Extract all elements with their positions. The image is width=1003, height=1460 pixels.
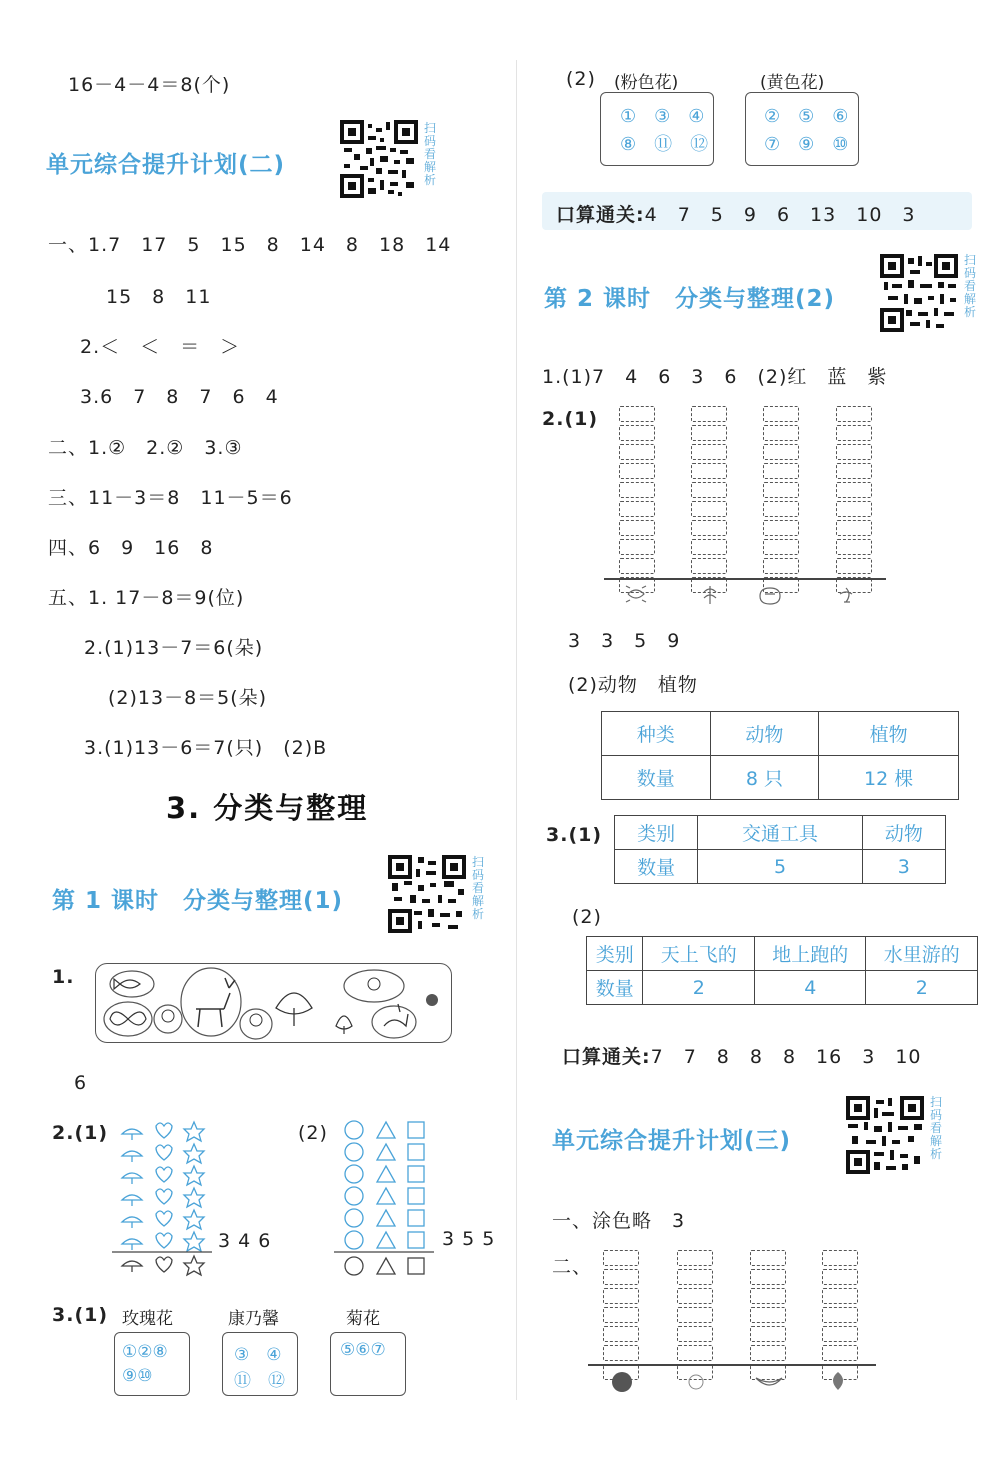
rose-numbers-1: ①②⑧ [122,1342,168,1362]
lesson2-q2-2: (2)动物 植物 [568,674,698,696]
unit3-chart-baseline [588,1364,876,1366]
lesson1-q2-1-answer: 3 4 6 [218,1230,272,1252]
apple-icon [689,1375,703,1389]
oral-calc-2-values: 7 7 8 8 8 16 3 10 [650,1046,922,1068]
rose-numbers-2: ⑨⑩ [122,1366,153,1386]
table1-animal-count: 8 只 [710,756,819,800]
table3-fly-count: 2 [643,971,755,1005]
chapter-title: 3. 分类与整理 [166,791,369,825]
flower-chrysanthemum-label: 菊花 [346,1309,380,1329]
section2: 二、1.② 2.② 3.③ [48,437,243,459]
table1-header-plant: 植物 [819,712,959,756]
plant-icon [704,586,716,604]
lesson1-q2-label: 2.(1) [52,1122,109,1144]
qr-code-icon[interactable] [846,1096,924,1174]
pink-flower-label: (粉色花) [614,73,679,93]
carnation-numbers-1: ③ ④ [234,1345,282,1365]
oral-calc-2 [562,1042,922,1069]
section5-q2-2: (2)13－8＝5(朵) [108,687,268,709]
table1-header-type: 种类 [602,712,711,756]
table2-row-label: 数量 [615,850,698,884]
top-equation: 16－4－4＝8(个) [68,74,231,96]
unit3-title: 单元综合提升计划(三) [552,1128,792,1154]
qr-scan-label: 扫码看解析 [964,253,977,319]
table3-header-fly: 天上飞的 [643,937,755,971]
oral-calc-1-label: 口算通关: [556,204,645,226]
vehicle-animal-table [614,815,946,884]
strawberry-icon [833,1372,843,1390]
unit3-q2-label: 二、 [552,1256,593,1278]
qr-scan-label: 扫码看解析 [472,855,485,921]
lesson1-q1-answer: 6 [74,1072,88,1094]
bar-column-1 [619,406,655,596]
section5-q1: 五、1. 17－8＝9(位) [48,587,245,609]
lesson1-q2-2-label: (2) [298,1122,328,1144]
table3-swim-count: 2 [866,971,978,1005]
lesson1-title: 第 1 课时 分类与整理(1) [52,888,344,914]
lesson1-q2-2-answer: 3 5 5 [442,1228,496,1250]
unit3-fruit-icons [606,1368,866,1394]
animal-plant-illustration-icon [96,964,451,1042]
section3: 三、11－3＝8 11－5＝6 [48,487,293,509]
table2-vehicle-count: 5 [698,850,862,884]
table3-header-category: 类别 [587,937,643,971]
lesson2-q3-2-label: (2) [572,906,602,928]
qr-scan-label: 扫码看解析 [930,1095,943,1161]
table3-header-swim: 水里游的 [866,937,978,971]
oral-calc-2-label: 口算通关: [562,1046,651,1068]
table2-header-category: 类别 [615,816,698,850]
table3-header-run: 地上跑的 [754,937,866,971]
table3-run-count: 4 [754,971,866,1005]
chrysanthemum-numbers: ⑤⑥⑦ [340,1340,386,1360]
umbrella-heart-star-chart-icon [112,1118,212,1280]
unit3-q1: 一、涂色略 3 [552,1210,686,1232]
section1-q1-line1: 一、1.7 17 5 15 8 14 8 18 14 [48,234,452,256]
bar-column-3 [763,406,799,596]
yellow-flower-label: (黄色花) [760,73,825,93]
carnation-numbers-2: ⑪ ⑫ [234,1371,285,1391]
animal-plant-picture [95,963,452,1043]
section1-q2: 2.＜ ＜ ＝ ＞ [80,336,241,358]
crab-icon [626,586,646,602]
table2-header-animal: 动物 [862,816,945,850]
yellow-numbers-2: ⑦ ⑨ ⑩ [764,134,849,155]
pink-numbers-1: ① ③ ④ [620,106,705,127]
section5-q2-1: 2.(1)13－7＝6(朵) [84,637,264,659]
bar-column-4 [836,406,872,596]
table2-header-vehicle: 交通工具 [698,816,862,850]
chart-baseline [604,578,886,580]
habitat-table [586,936,978,1005]
table3-row-label: 数量 [587,971,643,1005]
lesson2-title: 第 2 课时 分类与整理(2) [544,286,836,312]
section4: 四、6 9 16 8 [48,537,214,559]
oral-calc-1-values: 4 7 5 9 6 13 10 3 [644,204,916,226]
table1-row-label: 数量 [602,756,711,800]
lesson2-q1: 1.(1)7 4 6 3 6 (2)红 蓝 紫 [542,366,888,388]
section1-q3: 3.6 7 8 7 6 4 [80,386,279,408]
lesson2-q2-label: 2.(1) [542,408,599,430]
lesson1-q1-label: 1. [52,966,75,988]
right-q2-label: (2) [566,68,596,90]
pink-numbers-2: ⑧ ⑪ ⑫ [620,134,709,155]
seaweed-icon [840,588,852,602]
circle-triangle-square-chart-icon [334,1118,434,1280]
grape-icon [612,1372,632,1392]
chart-category-icons [620,584,870,606]
section5-q3: 3.(1)13－6＝7(只) (2)B [84,737,328,759]
qr-scan-label: 扫码看解析 [424,121,437,187]
lesson1-q3-label: 3.(1) [52,1304,109,1326]
yellow-numbers-1: ② ⑤ ⑥ [764,106,849,127]
flower-rose-label: 玫瑰花 [122,1309,173,1329]
lesson2-q3-label: 3.(1) [546,824,603,846]
oral-calc-1 [556,200,916,227]
banana-icon [756,1378,782,1385]
qr-code-icon[interactable] [880,254,958,332]
flower-carnation-label: 康乃馨 [228,1309,279,1329]
qr-code-icon[interactable] [388,855,466,933]
shell-icon [760,588,780,604]
section1-q1-line2: 15 8 11 [106,286,212,308]
column-divider [516,60,517,1400]
unit2-title: 单元综合提升计划(二) [46,152,286,178]
bar-column-2 [691,406,727,596]
table1-plant-count: 12 棵 [819,756,959,800]
lesson2-q2-answer: 3 3 5 9 [568,630,681,652]
qr-code-icon[interactable] [340,120,418,198]
animal-plant-table [601,711,959,800]
table2-animal-count: 3 [862,850,945,884]
table1-header-animal: 动物 [710,712,819,756]
